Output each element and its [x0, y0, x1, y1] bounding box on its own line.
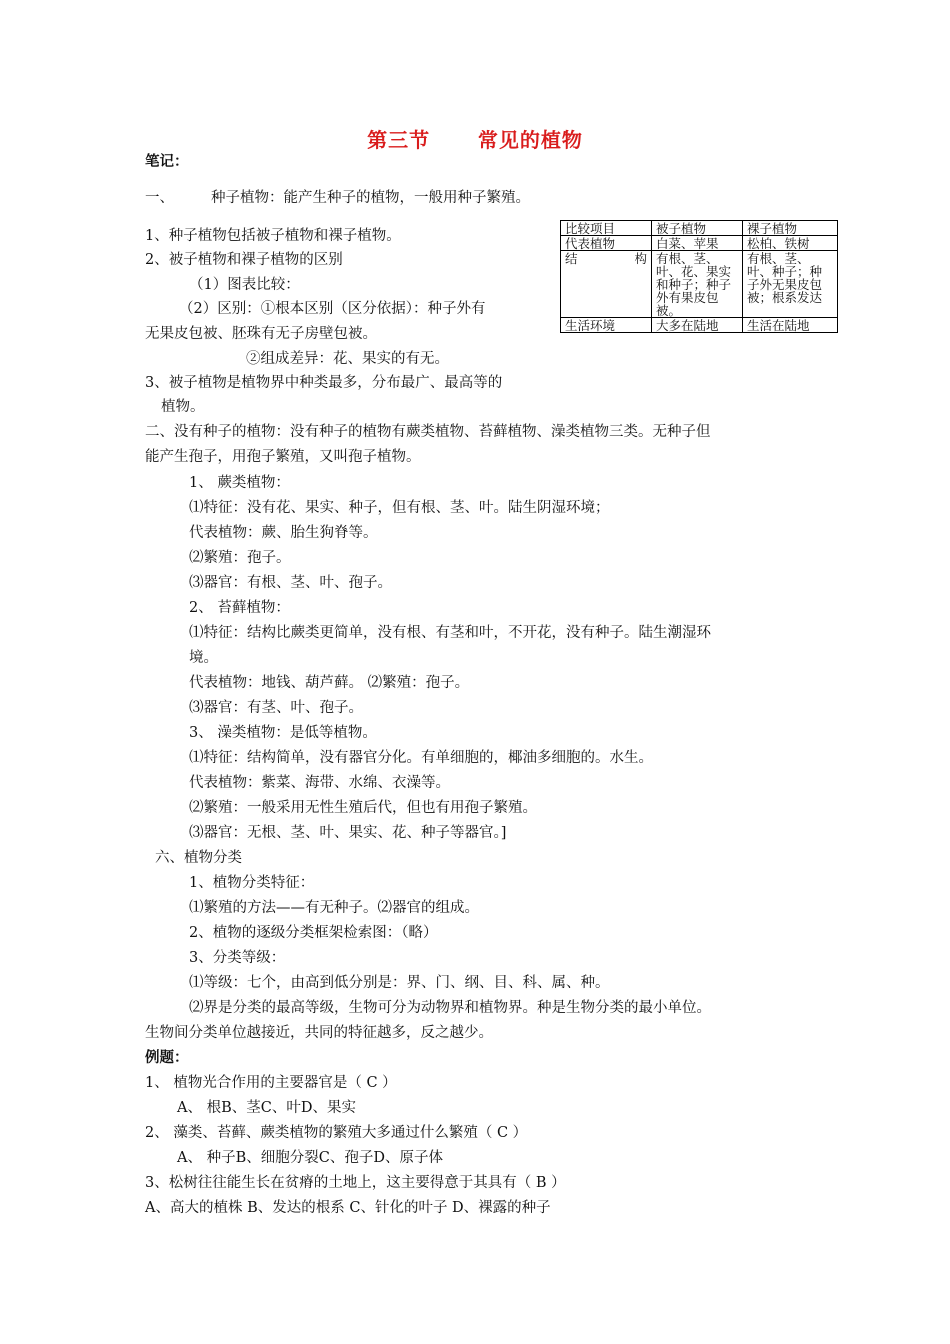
question-1-options: A、 根B、茎C、叶D、果实: [177, 1100, 356, 1116]
question-3: 3、松树往往能生长在贫瘠的土地上，这主要得意于其具有（ B ）: [145, 1175, 566, 1191]
algae-organs: ⑶器官：无根、茎、叶、果实、花、种子等器官。]: [189, 825, 507, 841]
structure-label: [565, 252, 647, 265]
fern-reproduction: ⑵繁殖：孢子。: [189, 550, 291, 566]
section-1-point-3-cont: 植物。: [161, 399, 205, 415]
classification-kingdom: ⑵界是分类的最高等级，生物可分为动物界和植物界。种是生物分类的最小单位。: [189, 1000, 711, 1016]
algae-heading: 3、 澡类植物：是低等植物。: [189, 725, 377, 741]
section-2-intro: 二、没有种子的植物：没有种子的植物有蕨类植物、苔藓植物、澡类植物三类。无种子但: [145, 424, 711, 440]
table-header-cell: 裸子植物: [743, 221, 838, 236]
comparison-table: [560, 220, 838, 333]
question-3-options: A、高大的植株 B、发达的根系 C、针化的叶子 D、裸露的种子: [145, 1200, 551, 1216]
moss-examples: 代表植物：地钱、葫芦藓。 ⑵繁殖：孢子。: [189, 675, 470, 691]
section-1-point-2: 2、被子植物和裸子植物的区别: [145, 252, 343, 268]
algae-feature: ⑴特征：结构简单，没有器官分化。有单细胞的，椰油多细胞的。水生。: [189, 750, 653, 766]
fern-examples: 代表植物：蕨、胎生狗脊等。: [189, 525, 378, 541]
section-6-heading: 六、植物分类: [155, 850, 242, 866]
table-cell: 松柏、铁树: [743, 236, 838, 251]
section-1-point-1: 1、种子植物包括被子植物和裸子植物。: [145, 228, 401, 244]
classification-feature-detail: ⑴繁殖的方法——有无种子。⑵器官的组成。: [189, 900, 479, 916]
question-2: 2、 藻类、苔藓、蕨类植物的繁殖大多通过什么繁殖（ C ）: [145, 1125, 528, 1141]
classification-chart-note: 2、植物的逐级分类框架检索图：（略）: [189, 925, 438, 941]
algae-reproduction: ⑵繁殖：一般采用无性生殖后代，但也有用孢子繁殖。: [189, 800, 537, 816]
table-row: [561, 251, 838, 318]
section-1-point-2c: ②组成差异：花、果实的有无。: [246, 351, 449, 367]
table-header-cell: 比较项目: [561, 221, 652, 236]
table-cell: 有根、茎、叶、花、果实和种子；种子外有果皮包被。: [652, 251, 743, 318]
algae-examples: 代表植物：紫菜、海带、水绵、衣澡等。: [189, 775, 450, 791]
section-1-point-2a: （1）图表比较：: [189, 277, 300, 293]
classification-kingdom-cont: 生物间分类单位越接近，共同的特征越多，反之越少。: [145, 1025, 493, 1041]
question-2-options: A、 种子B、细胞分裂C、孢子D、原子体: [177, 1150, 443, 1166]
fern-organs: ⑶器官：有根、茎、叶、孢子。: [189, 575, 392, 591]
moss-organs: ⑶器官：有茎、叶、孢子。: [189, 700, 363, 716]
section-1-point-3: 3、被子植物是植物界中种类最多，分布最广、最高等的: [145, 375, 503, 391]
structure-label-part: 结: [565, 251, 578, 266]
table-header-row: [561, 221, 838, 236]
fern-feature: ⑴特征：没有花、果实、种子，但有根、茎、叶。陆生阴湿环境；: [189, 500, 610, 516]
moss-feature-cont: 境。: [189, 650, 218, 666]
table-row: [561, 318, 838, 333]
table-cell: 大多在陆地: [652, 318, 743, 333]
section-1-heading: 种子植物：能产生种子的植物，一般用种子繁殖。: [211, 190, 530, 206]
table-header-cell: 被子植物: [652, 221, 743, 236]
examples-label: 例题：: [145, 1049, 189, 1066]
table-cell: 有根、茎、叶、种子；种子外无果皮包被；根系发达: [743, 251, 838, 318]
table-cell: 白菜、苹果: [652, 236, 743, 251]
question-1: 1、 植物光合作用的主要器官是（ C ）: [145, 1075, 397, 1091]
classification-levels-heading: 3、分类等级：: [189, 950, 286, 966]
moss-heading: 2、 苔藓植物：: [189, 600, 290, 616]
table-cell: 代表植物: [561, 236, 652, 251]
table-cell: 生活在陆地: [743, 318, 838, 333]
classification-levels: ⑴等级：七个，由高到低分别是：界、门、纲、目、科、属、种。: [189, 975, 610, 991]
moss-feature: ⑴特征：结构比蕨类更简单，没有根、有茎和叶，不开花，没有种子。陆生潮湿环: [189, 625, 711, 641]
table-cell: 生活环境: [561, 318, 652, 333]
section-1-point-2b-cont: 无果皮包被、胚珠有无子房壁包被。: [145, 326, 377, 342]
notes-label: 笔记：: [145, 153, 189, 170]
section-2-intro-cont: 能产生孢子，用孢子繁殖，又叫孢子植物。: [145, 449, 421, 465]
table-cell: [561, 251, 652, 318]
section-1-number: 一、: [145, 190, 174, 206]
classification-feature-heading: 1、植物分类特征：: [189, 875, 315, 891]
table-row: [561, 236, 838, 251]
page-title: 第三节 常见的植物: [367, 128, 583, 152]
section-1-point-2b: （2）区别：①根本区别（区分依据）：种子外有: [179, 301, 486, 317]
structure-label-part: 构: [634, 251, 647, 266]
fern-heading: 1、 蕨类植物：: [189, 475, 290, 491]
